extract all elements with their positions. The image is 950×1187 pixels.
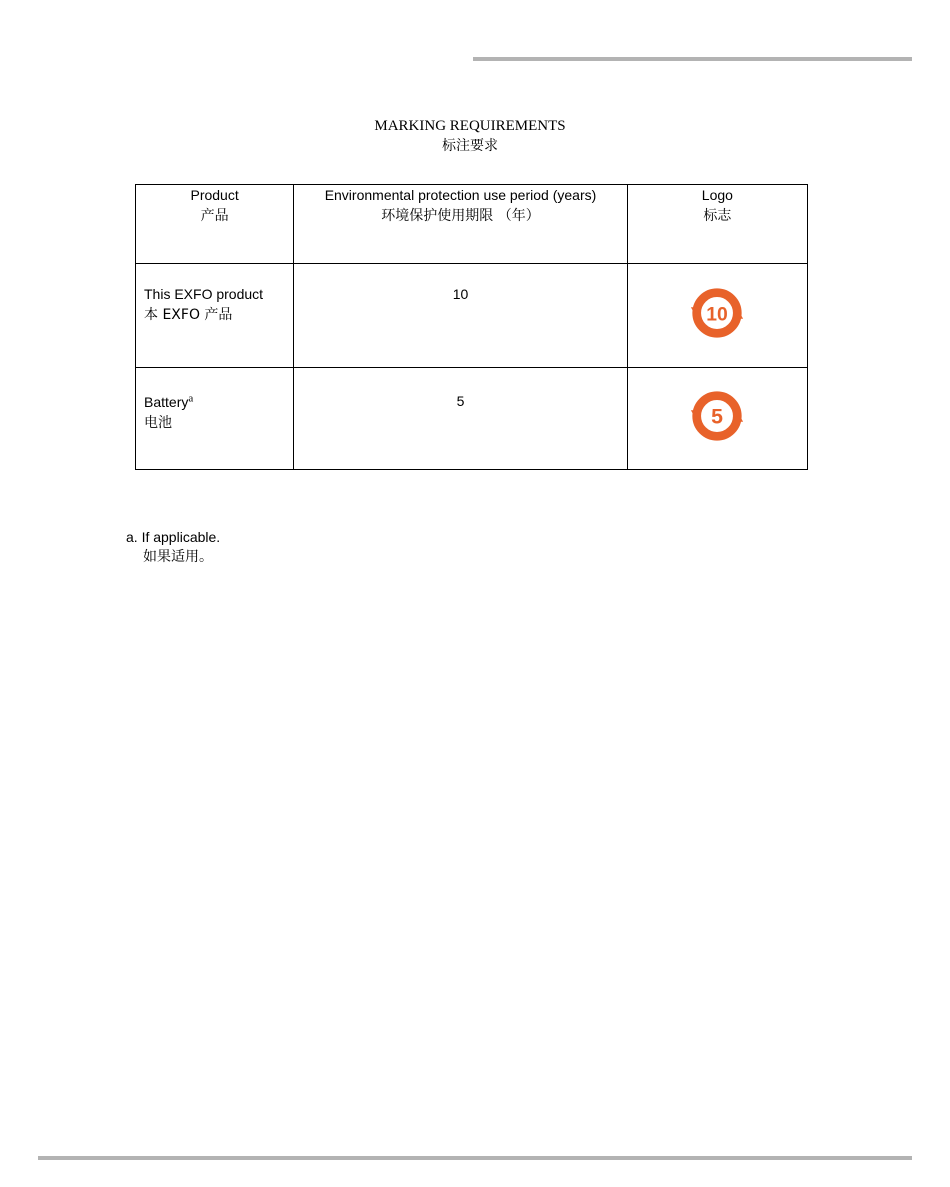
product-name-text: Battery <box>144 394 189 410</box>
header-rule <box>473 57 912 61</box>
product-cell <box>136 368 294 470</box>
marking-table <box>135 184 808 470</box>
header-logo-en: Logo <box>701 187 733 203</box>
period-cell: 10 <box>294 264 627 368</box>
footnote-text: a. If applicable. <box>126 529 221 545</box>
footer-rule <box>38 1156 912 1160</box>
header-product-zh: 产品 <box>200 208 229 224</box>
header-logo <box>627 185 807 264</box>
header-period <box>294 185 627 264</box>
product-cell <box>136 264 294 368</box>
logo-number: 5 <box>711 404 724 429</box>
footnote-text-zh: 如果适用。 <box>143 549 213 565</box>
header-product-en: Product <box>190 187 239 203</box>
table-row <box>136 368 808 470</box>
product-name <box>144 392 293 413</box>
logo-number: 10 <box>706 303 729 325</box>
footnote <box>126 527 220 567</box>
product-name: This EXFO product <box>144 286 264 302</box>
header-product <box>136 185 294 264</box>
heading-title-zh: 标注要求 <box>442 138 498 154</box>
logo-cell <box>627 264 807 368</box>
footnote-marker: a <box>188 392 194 405</box>
table-header-row <box>136 185 808 264</box>
efup-5-logo-icon <box>688 387 746 445</box>
header-period-en: Environmental protection use period (years) <box>324 187 597 203</box>
efup-10-logo-icon <box>688 284 746 342</box>
product-name-zh: 电池 <box>144 415 172 431</box>
heading-title: MARKING REQUIREMENTS <box>374 118 566 134</box>
logo-cell <box>627 368 807 470</box>
product-name-zh: 本 EXFO 产品 <box>144 307 233 323</box>
header-period-zh: 环境保护使用期限 （年） <box>381 208 540 224</box>
period-cell: 5 <box>294 368 627 470</box>
page-heading <box>0 116 940 156</box>
header-logo-zh: 标志 <box>703 208 732 224</box>
table-row <box>136 264 808 368</box>
